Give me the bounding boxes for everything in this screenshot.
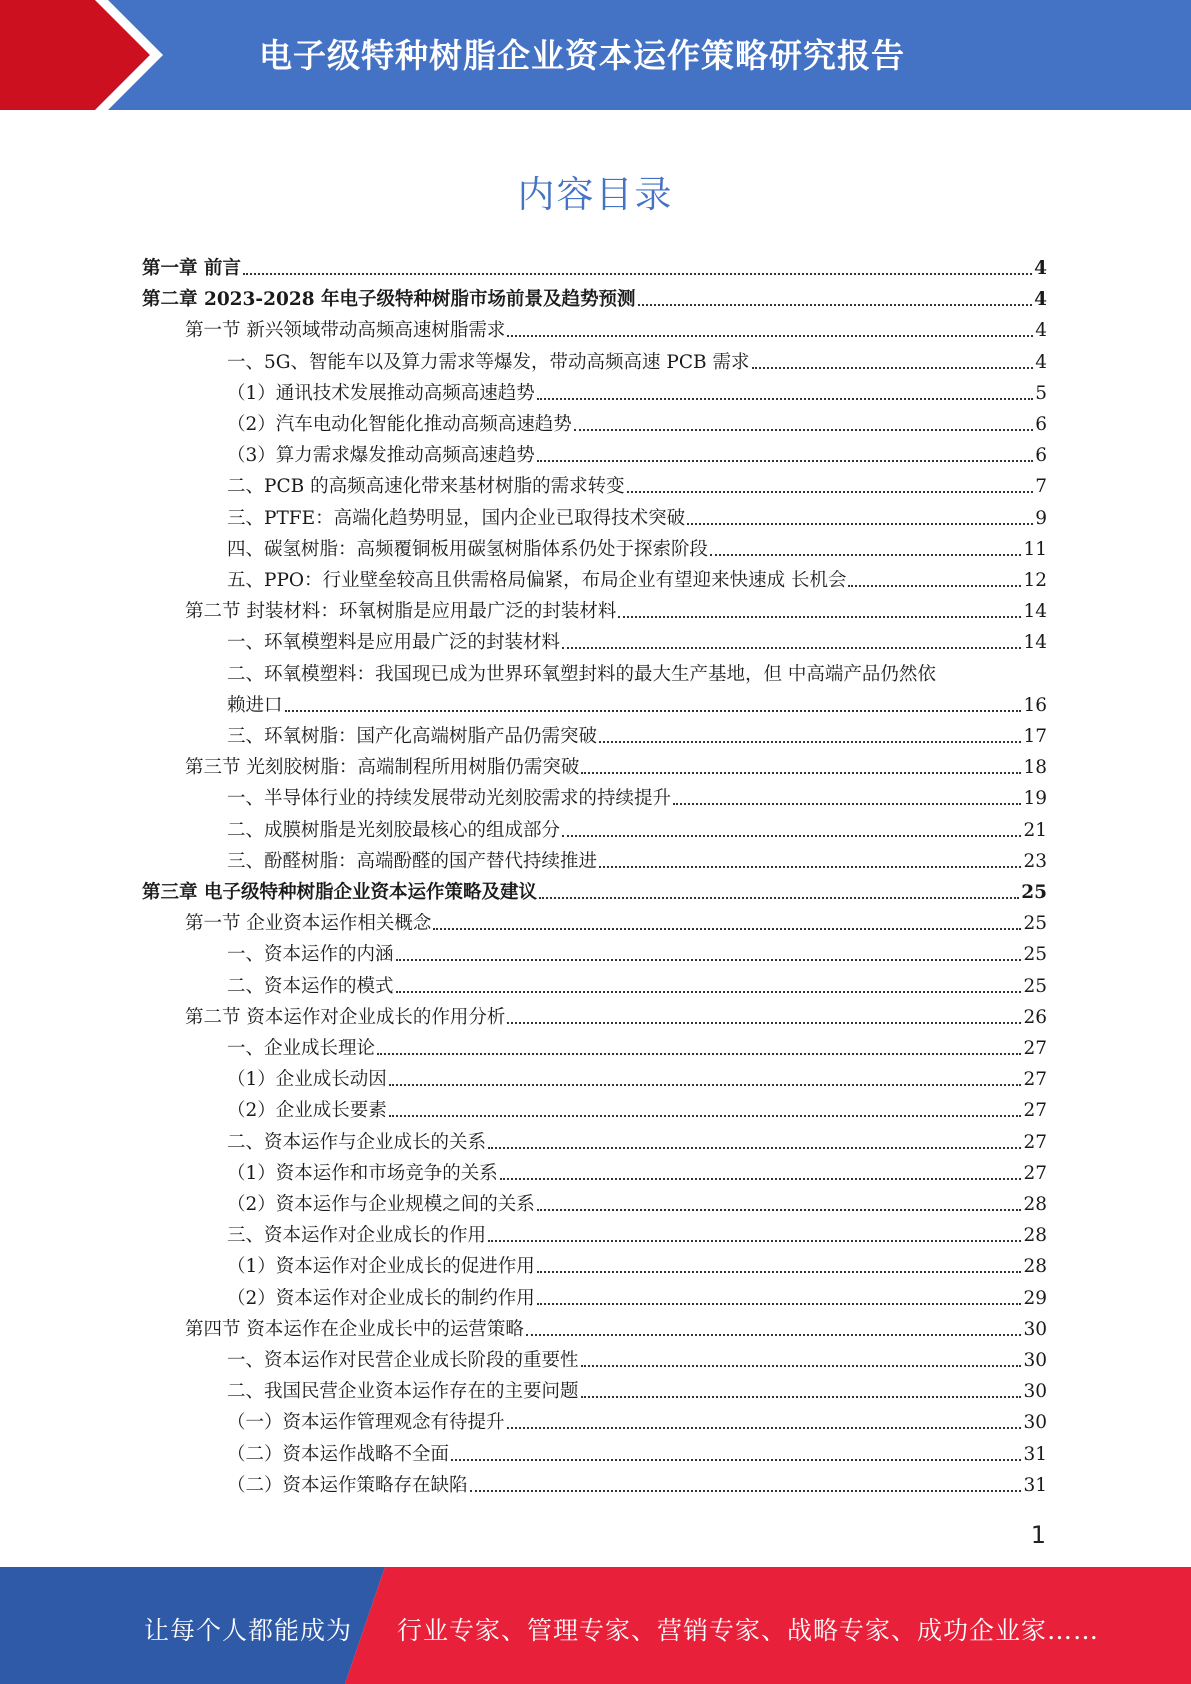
toc-entry[interactable] bbox=[227, 1127, 1047, 1158]
toc-page-number: 21 bbox=[1023, 819, 1047, 841]
toc-entry[interactable] bbox=[227, 440, 1047, 471]
toc-dot-leader bbox=[599, 846, 1021, 868]
toc-dot-leader bbox=[537, 378, 1033, 400]
toc-entry[interactable] bbox=[142, 284, 1047, 315]
toc-entry-label: （1）资本运作对企业成长的促进作用 bbox=[227, 1256, 535, 1278]
toc-entry-label: （2）汽车电动化智能化推动高频高速趋势 bbox=[227, 414, 572, 435]
toc-entry[interactable] bbox=[227, 721, 1047, 752]
toc-entry-label: 一、资本运作对民营企业成长阶段的重要性 bbox=[227, 1350, 579, 1371]
toc-entry[interactable] bbox=[227, 471, 1047, 502]
toc-entry[interactable] bbox=[227, 1376, 1047, 1407]
toc-page-number: 4 bbox=[1034, 258, 1047, 279]
toc-page-number: 5 bbox=[1035, 382, 1047, 404]
toc-entry[interactable] bbox=[227, 347, 1047, 378]
toc-entry-label: 第四节 资本运作在企业成长中的运营策略 bbox=[185, 1318, 524, 1340]
toc-entry[interactable] bbox=[227, 1407, 1047, 1438]
toc-page-number: 30 bbox=[1023, 1381, 1047, 1403]
toc-entry-label: 二、环氧模塑料：我国现已成为世界环氧塑封料的最大生产基地，但 中高端产品仍然依 bbox=[227, 663, 936, 685]
toc-dot-leader bbox=[377, 1033, 1021, 1055]
toc-page-number: 7 bbox=[1035, 476, 1047, 498]
toc-page-number: 28 bbox=[1023, 1225, 1047, 1247]
toc-page-number: 16 bbox=[1023, 694, 1047, 716]
toc-page-number: 30 bbox=[1023, 1412, 1047, 1434]
toc-entry[interactable] bbox=[185, 1314, 1047, 1345]
footer-slogan-right: 行业专家、管理专家、营销专家、战略专家、成功企业家…… bbox=[397, 1616, 1100, 1645]
toc-page-number: 28 bbox=[1023, 1194, 1047, 1215]
toc-entry-label: 赖进口 bbox=[227, 694, 283, 716]
toc-page-number: 25 bbox=[1023, 975, 1047, 997]
toc-entry-label: （二）资本运作战略不全面 bbox=[227, 1443, 450, 1465]
toc-page-number: 4 bbox=[1035, 351, 1047, 373]
toc-dot-leader bbox=[389, 1064, 1022, 1086]
toc-entry[interactable] bbox=[142, 877, 1047, 908]
toc-page-number: 25 bbox=[1023, 944, 1047, 966]
toc-dot-leader bbox=[500, 1158, 1022, 1180]
toc-page-number: 29 bbox=[1023, 1287, 1047, 1309]
toc-entry-label: 第二节 资本运作对企业成长的作用分析 bbox=[185, 1006, 506, 1028]
toc-entry-label: 三、资本运作对企业成长的作用 bbox=[227, 1225, 487, 1247]
toc-entry-label: 三、环氧树脂：国产化高端树脂产品仍需突破 bbox=[227, 726, 598, 747]
toc-entry-label: 二、PCB 的高频高速化带来基材树脂的需求转变 bbox=[227, 476, 625, 498]
toc-entry-label: 二、成膜树脂是光刻胶最核心的组成部分 bbox=[227, 819, 561, 841]
page-number: 1 bbox=[1030, 1521, 1046, 1549]
footer-slogan-left: 让每个人都能成为 bbox=[144, 1616, 353, 1645]
toc-heading: 内容目录 bbox=[517, 173, 674, 216]
toc-dot-leader bbox=[574, 409, 1033, 431]
toc-dot-leader bbox=[848, 565, 1021, 587]
toc-dot-leader bbox=[627, 471, 1034, 493]
toc-dot-leader bbox=[581, 1345, 1022, 1367]
toc-dot-leader bbox=[537, 1189, 1022, 1211]
toc-entry[interactable] bbox=[227, 1345, 1047, 1376]
toc-entry-label: 四、碳氢树脂：高频覆铜板用碳氢树脂体系仍处于探索阶段 bbox=[227, 538, 709, 560]
toc-entry[interactable] bbox=[227, 1470, 1047, 1501]
toc-entry[interactable] bbox=[227, 503, 1047, 534]
toc-page-number: 23 bbox=[1023, 850, 1047, 872]
toc-dot-leader bbox=[285, 690, 1022, 712]
toc-page-number: 11 bbox=[1023, 538, 1047, 560]
toc-entry-label: 二、资本运作与企业成长的关系 bbox=[227, 1131, 487, 1153]
toc-entry-label: 第一节 新兴领域带动高频高速树脂需求 bbox=[185, 320, 506, 342]
toc-entry[interactable] bbox=[227, 565, 1047, 596]
toc-entry-label: 一、5G、智能车以及算力需求等爆发，带动高频高速 PCB 需求 bbox=[227, 351, 750, 373]
toc-entry[interactable] bbox=[227, 815, 1047, 846]
toc-dot-leader bbox=[537, 1283, 1022, 1305]
toc-entry-text[interactable] bbox=[227, 659, 1047, 690]
toc-entry-label: （3）算力需求爆发推动高频高速趋势 bbox=[227, 445, 535, 467]
toc-entry-label: 第一节 企业资本运作相关概念 bbox=[185, 913, 432, 935]
toc-dot-leader bbox=[562, 815, 1021, 837]
toc-page-number: 27 bbox=[1023, 1131, 1047, 1153]
toc-dot-leader bbox=[396, 971, 1022, 993]
toc-dot-leader bbox=[537, 440, 1033, 462]
toc-page-number: 28 bbox=[1023, 1256, 1047, 1278]
toc-page-number: 27 bbox=[1023, 1100, 1047, 1122]
toc-entry[interactable] bbox=[227, 1251, 1047, 1282]
toc-entry[interactable] bbox=[227, 378, 1047, 409]
toc-page-number: 4 bbox=[1034, 289, 1047, 311]
toc-entry[interactable] bbox=[227, 1095, 1047, 1126]
toc-dot-leader bbox=[539, 877, 1019, 899]
toc-page-number: 30 bbox=[1023, 1318, 1047, 1340]
toc-page-number: 27 bbox=[1023, 1162, 1047, 1184]
toc-entry[interactable] bbox=[185, 908, 1047, 939]
toc-dot-leader bbox=[243, 253, 1032, 275]
toc-dot-leader bbox=[526, 1314, 1022, 1336]
toc-dot-leader bbox=[599, 721, 1021, 743]
toc-entry-label: 二、我国民营企业资本运作存在的主要问题 bbox=[227, 1381, 579, 1403]
toc-entry-label: 第三节 光刻胶树脂：高端制程所用树脂仍需突破 bbox=[185, 757, 580, 779]
toc-dot-leader bbox=[673, 783, 1021, 805]
toc-dot-leader bbox=[396, 939, 1022, 961]
toc-page-number: 6 bbox=[1035, 445, 1047, 467]
toc-dot-leader bbox=[507, 1407, 1022, 1429]
toc-entry-label: （二）资本运作策略存在缺陷 bbox=[227, 1474, 468, 1496]
toc-entry[interactable] bbox=[227, 409, 1047, 440]
header-red-arrow bbox=[0, 0, 150, 110]
toc-page-number: 19 bbox=[1023, 788, 1047, 810]
toc-page-number: 26 bbox=[1023, 1006, 1047, 1028]
toc-entry-label: 第二章 2023-2028 年电子级特种树脂市场前景及趋势预测 bbox=[142, 289, 636, 311]
toc-dot-leader bbox=[507, 315, 1033, 337]
toc-entry[interactable] bbox=[227, 939, 1047, 970]
toc-entry-label: 一、企业成长理论 bbox=[227, 1038, 376, 1059]
toc-dot-leader bbox=[389, 1095, 1022, 1117]
report-title: 电子级特种树脂企业资本运作策略研究报告 bbox=[259, 36, 905, 75]
toc-dot-leader bbox=[470, 1470, 1022, 1492]
toc-page-number: 12 bbox=[1023, 570, 1047, 591]
toc-entry-label: （1）通讯技术发展推动高频高速趋势 bbox=[227, 382, 535, 404]
report-header bbox=[0, 0, 1191, 110]
toc-dot-leader bbox=[687, 503, 1033, 525]
toc-entry[interactable] bbox=[185, 752, 1047, 783]
toc-entry[interactable] bbox=[227, 1033, 1047, 1064]
toc-entry[interactable] bbox=[185, 315, 1047, 346]
toc-entry[interactable] bbox=[227, 1439, 1047, 1470]
toc-page-number: 17 bbox=[1023, 726, 1047, 747]
toc-entry[interactable] bbox=[142, 253, 1047, 284]
toc-entry-label: 一、环氧模塑料是应用最广泛的封装材料 bbox=[227, 632, 561, 654]
toc-page-number: 27 bbox=[1023, 1038, 1047, 1059]
toc-entry-label: 三、PTFE：高端化趋势明显，国内企业已取得技术突破 bbox=[227, 507, 686, 529]
toc-page-number: 6 bbox=[1035, 414, 1047, 435]
toc-page-number: 14 bbox=[1023, 601, 1047, 623]
toc-entry[interactable] bbox=[227, 1189, 1047, 1220]
toc-entry-label: 三、酚醛树脂：高端酚醛的国产替代持续推进 bbox=[227, 850, 598, 872]
toc-dot-leader bbox=[562, 627, 1021, 649]
toc-entry[interactable] bbox=[227, 690, 1047, 721]
toc-entry[interactable] bbox=[227, 534, 1047, 565]
toc-entry[interactable] bbox=[227, 783, 1047, 814]
toc-dot-leader bbox=[488, 1220, 1021, 1242]
toc-dot-leader bbox=[507, 1002, 1021, 1024]
toc-entry-label: 五、PPO：行业壁垒较高且供需格局偏紧，布局企业有望迎来快速成 长机会 bbox=[227, 570, 847, 591]
toc-entry-label: （1）资本运作和市场竞争的关系 bbox=[227, 1162, 498, 1184]
toc-page-number: 27 bbox=[1023, 1069, 1047, 1091]
toc-entry-label: （2）资本运作与企业规模之间的关系 bbox=[227, 1194, 535, 1215]
toc-page-number: 31 bbox=[1023, 1443, 1047, 1465]
toc-dot-leader bbox=[618, 596, 1021, 618]
toc-entry-label: （1）企业成长动因 bbox=[227, 1069, 387, 1091]
toc-entry-label: 一、资本运作的内涵 bbox=[227, 944, 394, 966]
toc-entry[interactable] bbox=[185, 596, 1047, 627]
toc-page-number: 25 bbox=[1023, 913, 1047, 935]
toc-entry-label: （2）企业成长要素 bbox=[227, 1100, 387, 1122]
toc-page-number: 4 bbox=[1035, 320, 1047, 342]
toc-dot-leader bbox=[433, 908, 1021, 930]
toc-dot-leader bbox=[488, 1127, 1021, 1149]
toc-entry-label: （2）资本运作对企业成长的制约作用 bbox=[227, 1287, 535, 1309]
toc-entry[interactable] bbox=[227, 1158, 1047, 1189]
toc-entry[interactable] bbox=[227, 627, 1047, 658]
toc-dot-leader bbox=[581, 752, 1021, 774]
toc-dot-leader bbox=[638, 284, 1033, 306]
toc-entry[interactable] bbox=[185, 1002, 1047, 1033]
toc-entry-label: （一）资本运作管理观念有待提升 bbox=[227, 1412, 505, 1434]
toc-entry[interactable] bbox=[227, 846, 1047, 877]
report-footer bbox=[0, 1567, 1191, 1684]
toc-dot-leader bbox=[537, 1251, 1022, 1273]
toc-page-number: 31 bbox=[1023, 1474, 1047, 1496]
toc-page-number: 30 bbox=[1023, 1350, 1047, 1371]
toc-dot-leader bbox=[451, 1439, 1021, 1461]
toc-dot-leader bbox=[581, 1376, 1022, 1398]
toc-page-number: 18 bbox=[1023, 757, 1047, 779]
toc-dot-leader bbox=[710, 534, 1021, 556]
toc-page-number: 9 bbox=[1035, 507, 1047, 529]
toc-entry-label: 第三章 电子级特种树脂企业资本运作策略及建议 bbox=[142, 882, 537, 903]
toc-entry[interactable] bbox=[227, 1064, 1047, 1095]
toc-entry-label: 第二节 封装材料：环氧树脂是应用最广泛的封装材料 bbox=[185, 601, 617, 623]
toc-entry-label: 第一章 前言 bbox=[142, 258, 241, 279]
toc-entry[interactable] bbox=[227, 1220, 1047, 1251]
toc-entry[interactable] bbox=[227, 1283, 1047, 1314]
toc-page-number: 14 bbox=[1023, 632, 1047, 654]
toc-entry-label: 一、半导体行业的持续发展带动光刻胶需求的持续提升 bbox=[227, 788, 672, 810]
toc-page-number: 25 bbox=[1021, 882, 1047, 903]
toc-entry[interactable] bbox=[227, 971, 1047, 1002]
toc-dot-leader bbox=[752, 347, 1034, 369]
toc-entry-label: 二、资本运作的模式 bbox=[227, 975, 394, 997]
